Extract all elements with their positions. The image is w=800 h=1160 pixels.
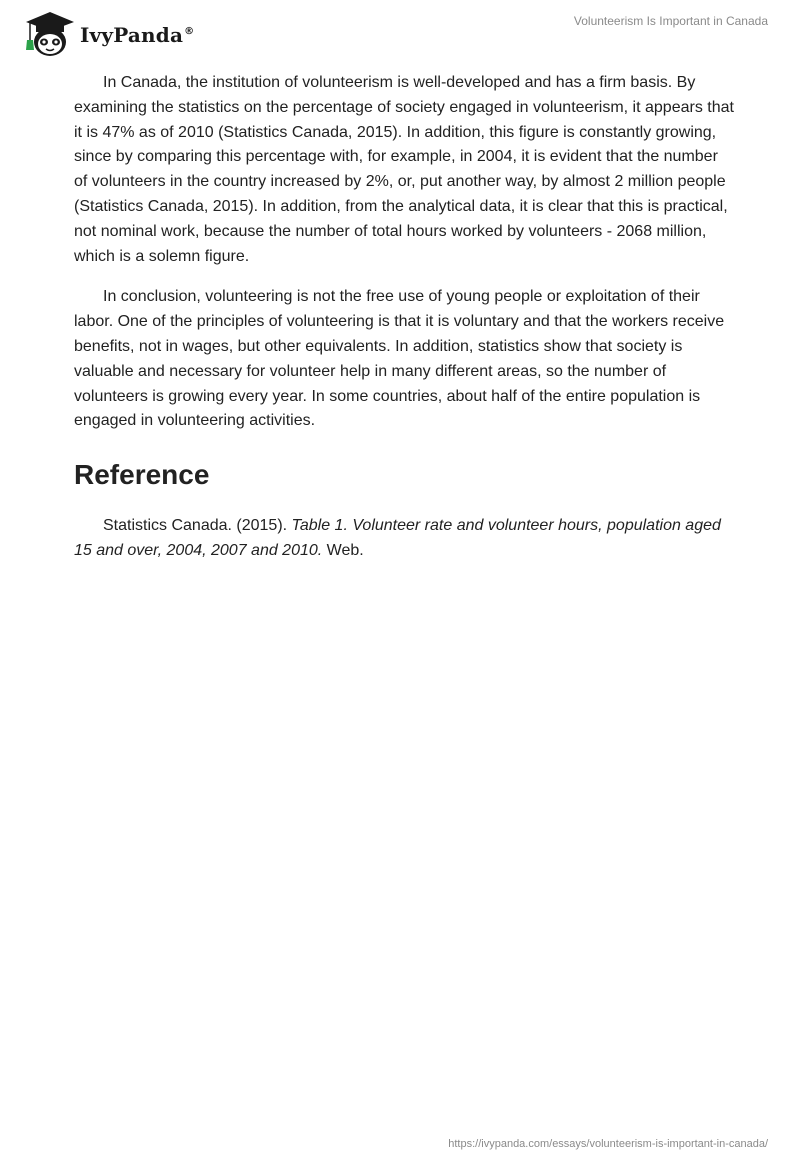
reference-entry [74, 514, 734, 564]
reference-author-year: Statistics Canada. (2015). [103, 517, 292, 535]
registered-mark: ® [184, 26, 195, 38]
panda-graduate-icon [16, 8, 74, 58]
running-title: Volunteerism Is Important in Canada [573, 14, 768, 28]
essay-body [74, 71, 734, 564]
reference-heading: Reference [74, 459, 210, 491]
brand-logo[interactable] [16, 8, 194, 58]
body-paragraph: In conclusion, volunteering is not the free use of young people or exploitation of their labor. One of the principles of volunteering is that it is voluntary and that the workers receive benefits, not in wages, but other equivalents. In addition, statistics show that society is valuable and necessary for volunteer help in many different areas, so the number of volunteers is growing every year. In some countries, about half of the entire population is engaged in volunteering activities. [74, 288, 725, 430]
source-url[interactable]: https://ivypanda.com/essays/volunteerism-is-important-in-canada/ [448, 1138, 768, 1150]
reference-title: Table 1. Volunteer rate and volunteer hours, population aged 15 and over, 2004, 2007 and 2010. [74, 517, 721, 559]
page-header [0, 0, 800, 70]
reference-suffix: Web. [322, 541, 364, 559]
body-paragraph: In Canada, the institution of volunteerism is well-developed and has a firm basis. By examining the statistics on the percentage of society engaged in volunteerism, it appears that it is 47% as of 2010 (Statistics Canada, 2015). In addition, this figure is constantly growing, since by comparing this percentage with, for example, in 2004, it is evident that the number of volunteers in the country increased by 2%, or, put another way, by almost 2 million people (Statistics Canada, 2015). In addition, from the analytical data, it is clear that this is practical, not nominal work, because the number of total hours worked by volunteers - 2068 million, which is a solemn figure. [74, 74, 734, 265]
brand-name: IvyPanda® [80, 23, 195, 47]
